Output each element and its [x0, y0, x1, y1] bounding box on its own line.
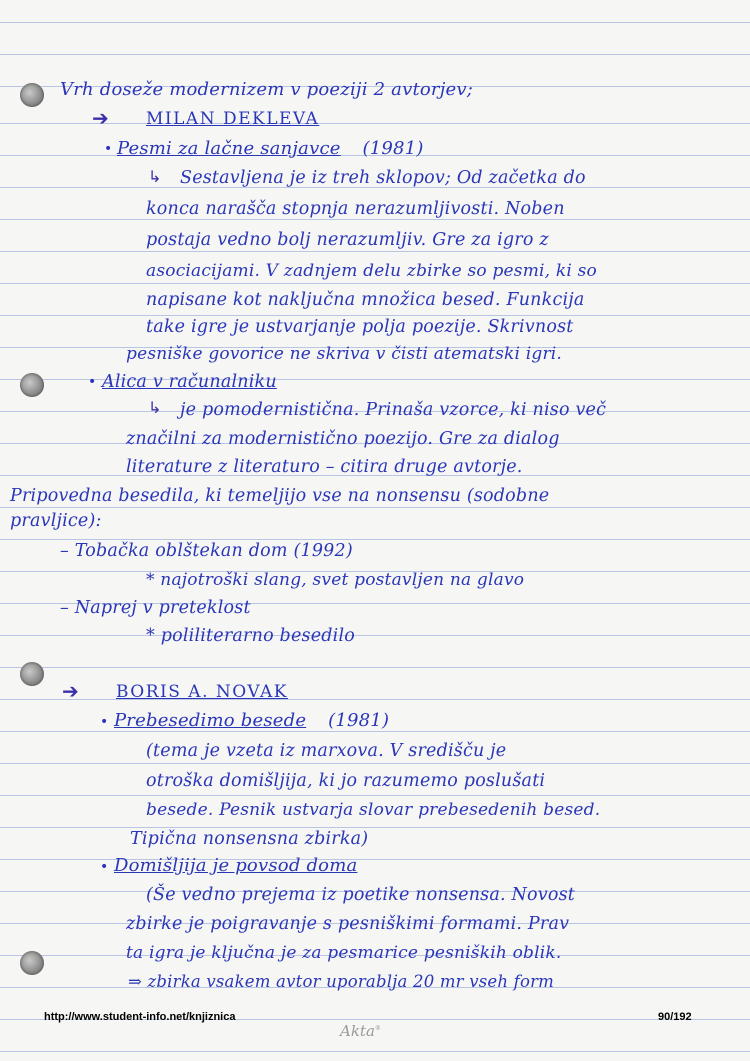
return-arrow-icon: ↳: [148, 167, 162, 186]
text-line: pravljice):: [10, 511, 102, 531]
brand-logo: [340, 1022, 381, 1040]
text-line: značilni za modernistično poezijo. Gre za dialog: [126, 429, 560, 449]
intro-line: Vrh doseže modernizem v poeziji 2 avtorjev;: [60, 79, 474, 100]
bullet-icon: •: [100, 714, 109, 730]
text-line: Pripovedna besedila, ki temeljijo vse na nonsensu (sodobne: [10, 486, 550, 506]
author-heading-novak: BORIS A. NOVAK: [116, 682, 289, 702]
work-year: (1981): [328, 710, 390, 731]
footer-url[interactable]: http://www.student-info.net/knjiznica: [44, 1011, 236, 1023]
text-line: zbirke je poigravanje s pesniškimi formami. Prav: [126, 914, 570, 934]
text-line: take igre je ustvarjanje polja poezije. Skrivnost: [146, 317, 574, 337]
page-number: 90/192: [658, 1011, 692, 1023]
bullet-icon: •: [88, 374, 97, 390]
author-heading-dekleva: MILAN DEKLEVA: [146, 109, 320, 129]
text-line: literature z literaturo – citira druge avtorje.: [126, 457, 523, 477]
text-line: Sestavljena je iz treh sklopov; Od začetka do: [180, 168, 586, 188]
arrow-icon: ➔: [62, 679, 79, 703]
text-line: Tipična nonsensna zbirka): [130, 829, 369, 849]
text-line: (Še vedno prejema iz poetike nonsensa. Novost: [146, 885, 575, 905]
binder-hole-upper-middle: [20, 373, 44, 397]
work-title: Domišljija je povsod doma: [114, 855, 358, 876]
work-note: * najotroški slang, svet postavljen na glavo: [146, 570, 525, 590]
binder-hole-bottom: [20, 951, 44, 975]
text-line: napisane kot naključna množica besed. Funkcija: [146, 290, 585, 310]
binder-hole-lower-middle: [20, 662, 44, 686]
registered-mark: ®: [374, 1025, 381, 1032]
work-title-row: [117, 138, 424, 160]
work-title: Alica v računalniku: [102, 372, 277, 392]
work-title: – Naprej v preteklost: [60, 598, 251, 618]
text-line: postaja vedno bolj nerazumljiv. Gre za igro z: [146, 230, 549, 250]
text-line: je pomodernistična. Prinaša vzorce, ki niso več: [180, 400, 607, 420]
text-line: ⇒ zbirka vsakem avtor uporablja 20 mr vseh form: [128, 972, 555, 991]
work-title: Prebesedimo besede: [114, 710, 307, 731]
text-line: ta igra je ključna je za pesmarice pesniških oblik.: [126, 943, 562, 963]
arrow-icon: ➔: [92, 106, 109, 130]
work-title-row: [114, 710, 389, 732]
text-line: asociacijami. V zadnjem delu zbirke so pesmi, ki so: [146, 261, 597, 281]
bullet-icon: •: [100, 859, 109, 875]
text-line: otroška domišljija, ki jo razumemo poslušati: [146, 771, 546, 791]
brand-logo-text: Akta: [340, 1022, 375, 1040]
text-line: pesniške govorice ne skriva v čisti atematski igri.: [126, 344, 563, 364]
binder-hole-top: [20, 83, 44, 107]
text-line: (tema je vzeta iz marxova. V središču je: [146, 741, 507, 761]
work-year: (1981): [362, 138, 424, 159]
text-line: besede. Pesnik ustvarja slovar prebesedenih besed.: [146, 800, 601, 820]
work-title: – Tobačka oblštekan dom (1992): [60, 541, 353, 561]
work-note: * poliliterarno besedilo: [146, 626, 355, 646]
return-arrow-icon: ↳: [148, 398, 162, 417]
bullet-icon: •: [104, 141, 113, 157]
text-line: konca narašča stopnja nerazumljivosti. Noben: [146, 199, 565, 219]
work-title: Pesmi za lačne sanjavce: [117, 138, 341, 159]
